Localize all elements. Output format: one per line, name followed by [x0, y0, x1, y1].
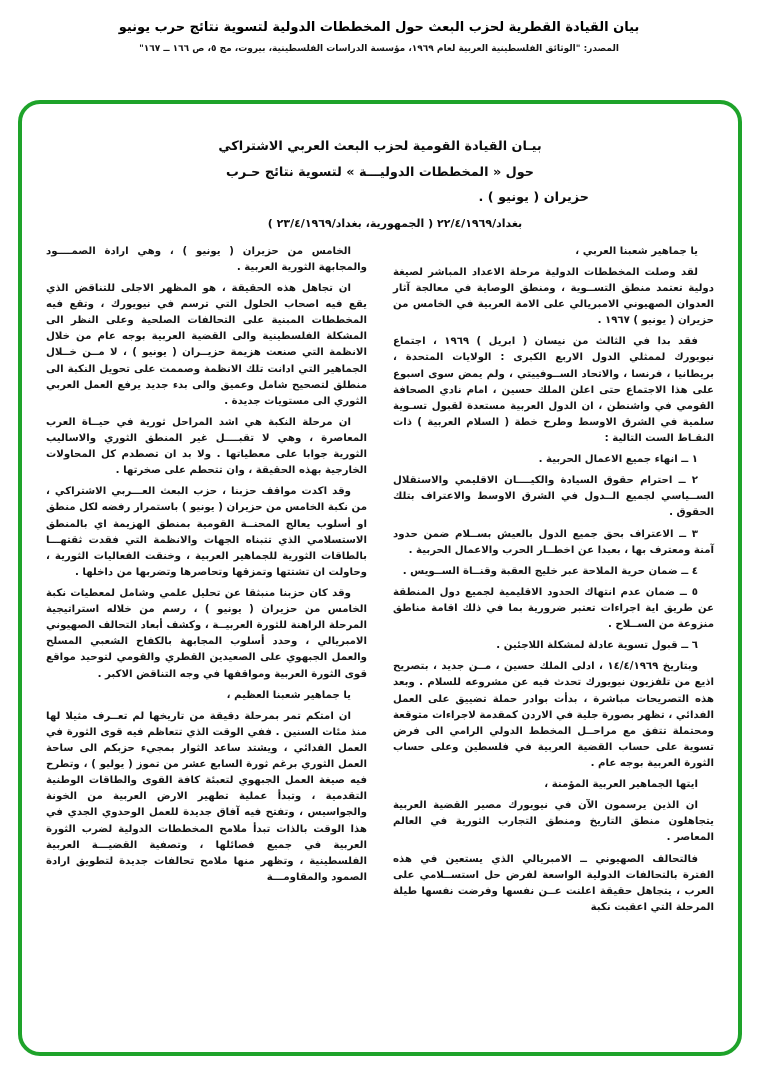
dateline: بغداد/٢٢/٤/١٩٦٩ ( الجمهورية، بغداد/٢٣/٤/١٩٦٩ )	[267, 216, 523, 230]
paragraph: ان تجاهل هذه الحقيقة ، هو المظهر الاجلى للتناقض الذي يقع فيه اصحاب الحلول التي ترسم في نيويورك ، وتقع فيه المخططات المبنية على التحالفات الصلحية وعلى النظر الى المشكلة الفلسطينية والى القضية العربية بوجه عام من خلال الانظمة التي صنعت هزيمة حزيــران ( يونيو ) ، لا مــن خــلال الجماهير التي ادانت تلك الانظمة وصممت على تحويل النكبة الى منطلق لتصحيح شامل وعميق والى بدء جديد يرفع العمل العربي الثوري الى مستويات جديدة .	[46, 283, 367, 407]
document-heading	[165, 134, 595, 211]
paragraph: ان الذين يرسمون الآن في نيويورك مصير القضية العربية يتجاهلون منطق التاريخ ومنطق التجارب الثورية في العالم المعاصر .	[393, 800, 714, 844]
column-right	[393, 244, 714, 921]
heading-line-2: حول « المخططات الدوليـــة » لتسوية نتائج حـرب	[225, 164, 535, 180]
paragraph: فقد بدا في الثالث من نيسان ( ابريل ) ١٩٦٩ ، اجتماع نيويورك لممثلي الدول الاربع الكبرى : الولايات المتحدة ، بريطانيا ، فرنسا ، والاتحاد الســوفييتي ، ولم يمض سوى اسبوع على هذا الاجتماع حتى اعلن الملك حسين ، امام نادي الصحافة القومي في واشنطن ، ان الدول العربية مستعدة لقبول تسـوية سلمية في الشرق الاوسط وطرح خطة ( السلام العربية ) ذات النقـاط الست التالية :	[393, 336, 714, 444]
document-frame	[18, 100, 742, 1056]
paragraph: ايتها الجماهير العربية المؤمنة ،	[544, 779, 698, 791]
column-left	[46, 244, 367, 921]
paragraph: يا جماهير شعبنا العظيم ،	[226, 689, 351, 701]
paragraph: ٢ ــ احترام حقوق السيادة والكيــــان الاقليمي والاستقلال الســياسي لجميع الــدول في الشرق الاوسط والاعتراف بتلك الحقوق .	[393, 475, 714, 519]
paragraph: فالتحالف الصهيوني ــ الامبريالي الذي يستعين في هذه الفترة بالتحالفات الدولية الواسعة لفرض حل استســلامي على العرب ، يتجاهل حقيقة اعلنت عــن نفسها وفرضت نفسها طيلة المرحلة التي اعقبت نكبة	[393, 853, 714, 913]
paragraph: يا جماهير شعبنا العربي ،	[575, 245, 698, 257]
paragraph: ان امتكم تمر بمرحلة دقيقة من تاريخها لم تعــرف مثيلا لها منذ مئات السنين . ففي الوقت الذي تتعاظم فيه قوى الثورة في العمل الفدائي ، ويشتد ساعد الثوار بمجيء حزبكم الى ساحة العمل الثوري برغم ثورة السابع عشر من تموز ( يوليو ) ، وتطرح فيه صيغة العمل الجبهوي لتعبئة كافة القوى والطاقات الوطنية التقدمية ، وتبدأ عملية تطهير الارض العربية من الخونة والجواسيس ، وتفتح فيه آفاق جديدة للعمل الوحدوي الجدي في هذا الوقت بالذات تبدأ ملامح المخططات الدولية لضرب الثورة العربية في جميع فصائلها ، وتصفية القضيـــة العربية الفلسطينية ، وتظهر منها ملامح تحالفات جديدة لتطويق ارادة الصمود والمقاومـــة	[46, 710, 367, 883]
paragraph: ان مرحلة النكبة هي اشد المراحل ثورية في حيــاة العرب المعاصرة ، وهي لا تقبــــل غير المنطق الثوري والاساليب الثورية جوابا على معطياتها . ولا بد ان تصطدم كل المحاولات الخارجية بهذه الحقيقة ، وان تتحطم على صخرتها .	[46, 416, 367, 477]
paragraph: ٥ ــ ضمان عدم انتهاك الحدود الاقليمية لجميع دول المنطقة عن طريق اية اجراءات تعتبر ضرورية بما في ذلك اقامة مناطق منزوعة من الســلاح .	[393, 586, 714, 631]
paragraph: لقد وصلت المخططات الدولية مرحلة الاعداد المباشر لصيغة دولية تعتمد منطق التســوية ، ومنطق الوصاية في معالجة آثار العدوان الصهيوني الامبريالي على الامة العربية في الخامس من حزيران ( يونيو ) ١٩٦٧ .	[393, 266, 714, 327]
paragraph: وقد كان حزبنا منبثقا عن تحليل علمي وشامل لمعطيات نكبة الخامس من حزيران ( يونيو ) ، رسم من خلاله استراتيجية المرحلة الراهنة للثورة العربيــة ، وكشف أبعاد التحالف الصهيوني الامبريالي ، وحدد أسلوب المجابهة بالكفاح الشعبي المسلح والعمل الجبهوي على الصعيدين القطري والقومي لتوحيد مواقع قوى الثورة العربية ومواقفها في وجه التناقض الاكبر .	[46, 587, 367, 680]
paragraph: ١ ــ انهاء جميع الاعمال الحربية .	[538, 454, 698, 466]
heading-line-3: حزيران ( يونيو ) .	[478, 190, 589, 206]
paragraph: ٤ ــ ضمان حرية الملاحة عبر خليج العقبة وقنــاة الســويس .	[402, 565, 698, 577]
paragraph: وقد اكدت مواقف حزبنا ، حزب البعث العـــربي الاشتراكي ، من نكبة الخامس من حزيران ( يونيو ) باستمرار رفضه لكل منطق او أسلوب يعالج المحنــة القومية بمنطق الهزيمة اي بالمنطق الاستسلامي الذي تتبناه الجهات والانظمة التي فقدت ثقتهـــا بالطاقات الثورية للجماهير العربية ، وخنقت الفعاليات الثورية ، وحاولت ان تشتتها وتمزقها وتحاصرها وتضربها من داخلها .	[46, 486, 367, 578]
text-columns	[46, 244, 714, 921]
source-citation: المصدر: "الوثائق الفلسطينية العربية لعام ١٩٦٩، مؤسسة الدراسات الفلسطينية، بيروت، مج ٥، ص ١٦٦ ــ ١٦٧"	[139, 44, 619, 54]
paragraph: الخامس من حزيران ( يونيو ) ، وهي ارادة الصمــــود والمجابهة الثورية العربية .	[46, 245, 367, 273]
page-title: بيان القيادة القطرية لحزب البعث حول المخططات الدولية لتسوية نتائج حرب يونيو	[118, 20, 640, 35]
page-header	[0, 0, 758, 54]
heading-line-1: بيـان القيادة القومية لحزب البعث العربي الاشتراكي	[218, 139, 542, 154]
paragraph: وبتاريخ ١٤/٤/١٩٦٩ ، ادلى الملك حسين ، مــن جديد ، بتصريح اذيع من تلفزيون نيويورك تحدث فيه عن مشروعه للسلام . وبعد هذه التصريحات مباشرة ، بدأت بوادر حملة تضييق على العمل الفدائي ، تظهر بصورة جلية في الاردن كمقدمة لاجراءات متوقعة ومحتملة تتفق مع مراحــل المخطط الدولي الرامي الى فرض تسوية على حساب القضية العربية في فلسطين وعلى حساب الثورة العربية بوجه عام .	[393, 661, 714, 769]
paragraph: ٦ ــ قبول تسوية عادلة لمشكلة اللاجئين .	[496, 640, 698, 652]
paragraph: ٣ ــ الاعتراف بحق جميع الدول بالعيش بســلام ضمن حدود آمنة ومعترف بها ، بعيدا عن اخطــار الحرب والاعمال الحربية .	[393, 528, 714, 556]
